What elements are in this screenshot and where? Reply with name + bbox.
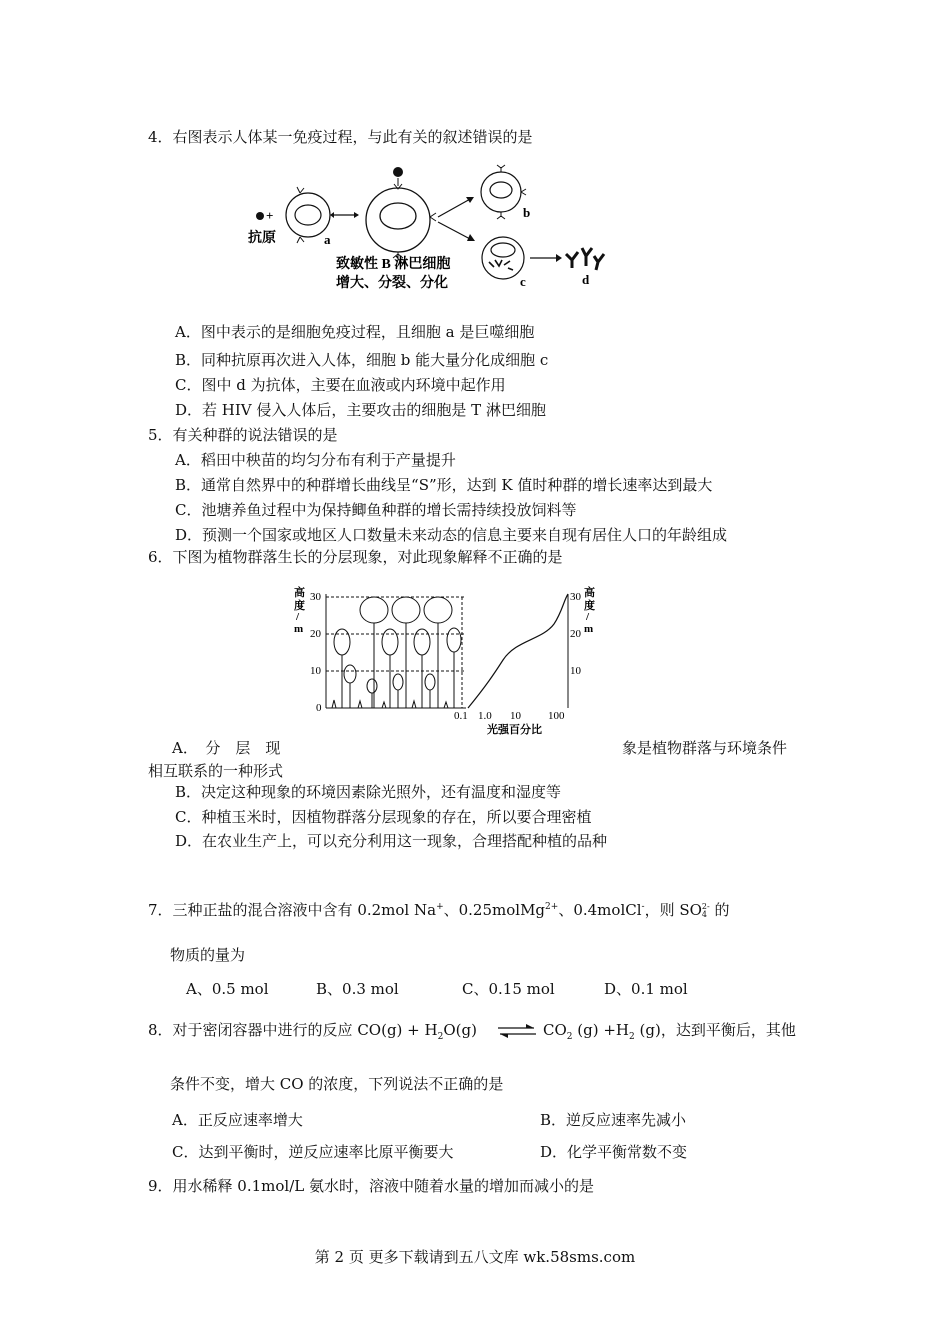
q8-option-a: A．正反应速率增大 bbox=[172, 1111, 303, 1129]
q6-stem: 6．下图为植物群落生长的分层现象，对此现象解释不正确的是 bbox=[148, 548, 563, 566]
svg-text:1.0: 1.0 bbox=[478, 710, 492, 722]
q4-option-b: B．同种抗原再次进入人体，细胞 b 能大量分化成细胞 c bbox=[175, 351, 549, 369]
cell-c bbox=[482, 237, 524, 279]
q6-option-a-right: 象是植物群落与环境条件 bbox=[622, 739, 788, 757]
plant-stratification-figure bbox=[288, 582, 598, 737]
sensitized-b-cell bbox=[366, 167, 436, 259]
svg-text:0: 0 bbox=[316, 702, 322, 714]
svg-text:度: 度 bbox=[294, 600, 305, 612]
q7-option-c: C、0.15 mol bbox=[462, 980, 555, 998]
q8-option-c: C．达到平衡时，逆反应速率比原平衡要大 bbox=[172, 1143, 454, 1161]
light-curve bbox=[468, 594, 568, 708]
q7-stem: 7．三种正盐的混合溶液中含有 0.2mol Na+、0.25molMg$^{2+}$、0.4molCl-，则 SO2- 4 的 bbox=[148, 901, 730, 919]
svg-text:高: 高 bbox=[584, 587, 595, 599]
svg-text:光强百分比: 光强百分比 bbox=[487, 724, 542, 736]
svg-text:10: 10 bbox=[570, 665, 581, 677]
q9-stem: 9．用水稀释 0.1mol/L 氨水时，溶液中随着水量的增加而减小的是 bbox=[148, 1177, 595, 1195]
svg-text:c: c bbox=[520, 274, 526, 289]
svg-text:增大、分裂、分化: 增大、分裂、分化 bbox=[336, 276, 448, 291]
svg-text:/: / bbox=[586, 611, 590, 623]
page-footer: 第 2 页 更多下载请到五八文库 wk.58sms.com bbox=[314, 1248, 636, 1266]
q5-option-a: A．稻田中秧苗的均匀分布有利于产量提升 bbox=[175, 451, 456, 469]
equilibrium-arrows-icon bbox=[496, 1024, 538, 1038]
q4-option-a: A．图中表示的是细胞免疫过程，且细胞 a 是巨噬细胞 bbox=[175, 323, 535, 341]
q6-option-c: C．种植玉米时，因植物群落分层现象的存在，所以要合理密植 bbox=[175, 808, 592, 826]
cell-b bbox=[481, 165, 526, 219]
q6-option-b: B．决定这种现象的环境因素除光照外，还有温度和湿度等 bbox=[175, 783, 562, 801]
q5-option-c: C．池塘养鱼过程中为保持鲫鱼种群的增长需持续投放饲料等 bbox=[175, 501, 577, 519]
svg-text:高: 高 bbox=[294, 587, 305, 599]
immune-process-figure bbox=[248, 162, 628, 297]
svg-text:d: d bbox=[582, 272, 590, 287]
q8-stem-right: $CO_2$ $(g) +H_2$ (g)，达到平衡后，其他 bbox=[543, 1021, 796, 1042]
q5-stem: 5．有关种群的说法错误的是 bbox=[148, 426, 338, 444]
svg-text:20: 20 bbox=[310, 628, 321, 640]
q4-option-d: D．若 HIV 侵入人体后，主要攻击的细胞是 T 淋巴细胞 bbox=[175, 401, 546, 419]
svg-text:20: 20 bbox=[570, 628, 581, 640]
q8-stem: 8．对于密闭容器中进行的反应 $CO(g) + H_2O(g)$ bbox=[148, 1021, 477, 1042]
svg-text:/: / bbox=[296, 611, 300, 623]
svg-text:度: 度 bbox=[584, 600, 595, 612]
q6-option-d: D．在农业生产上，可以充分利用这一现象，合理搭配种植的品种 bbox=[175, 832, 608, 850]
q7-option-a: A、0.5 mol bbox=[186, 980, 269, 998]
svg-text:致敏性 B 淋巴细胞: 致敏性 B 淋巴细胞 bbox=[336, 257, 451, 272]
q4-option-c: C．图中 d 为抗体，主要在血液或内环境中起作用 bbox=[175, 376, 506, 394]
q4-stem: 4．右图表示人体某一免疫过程，与此有关的叙述错误的是 bbox=[148, 128, 533, 146]
svg-text:30: 30 bbox=[310, 591, 321, 603]
antigen-dot bbox=[256, 212, 264, 220]
q5-option-d: D．预测一个国家或地区人口数量未来动态的信息主要来自现有居住人口的年龄组成 bbox=[175, 526, 728, 544]
antigen-label: 抗原 bbox=[248, 231, 276, 246]
svg-text:10: 10 bbox=[310, 665, 321, 677]
svg-text:30: 30 bbox=[570, 591, 581, 603]
svg-text:m: m bbox=[294, 623, 304, 635]
svg-text:m: m bbox=[584, 623, 594, 635]
q7-option-d: D、0.1 mol bbox=[604, 980, 688, 998]
q8-stem-line2: 条件不变，增大 CO 的浓度，下列说法不正确的是 bbox=[170, 1075, 504, 1093]
q7-option-b: B、0.3 mol bbox=[316, 980, 399, 998]
q6-option-a-continued: 相互联系的一种形式 bbox=[148, 762, 284, 780]
svg-text:a: a bbox=[324, 232, 331, 247]
q8-option-b: B．逆反应速率先减小 bbox=[540, 1111, 687, 1129]
antibody-d bbox=[566, 248, 604, 270]
svg-text:100: 100 bbox=[548, 710, 565, 722]
q8-option-d: D．化学平衡常数不变 bbox=[540, 1143, 688, 1161]
q5-option-b: B．通常自然界中的种群增长曲线呈“S”形，达到 K 值时种群的增长速率达到最大 bbox=[175, 476, 713, 494]
svg-text:b: b bbox=[523, 205, 531, 220]
q7-stem-line2: 物质的量为 bbox=[170, 946, 246, 964]
tall-trees bbox=[360, 597, 452, 708]
q6-option-a-left: A． 分 层 现 bbox=[172, 739, 281, 757]
svg-text:10: 10 bbox=[510, 710, 521, 722]
svg-text:0.1: 0.1 bbox=[454, 710, 468, 722]
svg-text:+: + bbox=[266, 208, 274, 223]
